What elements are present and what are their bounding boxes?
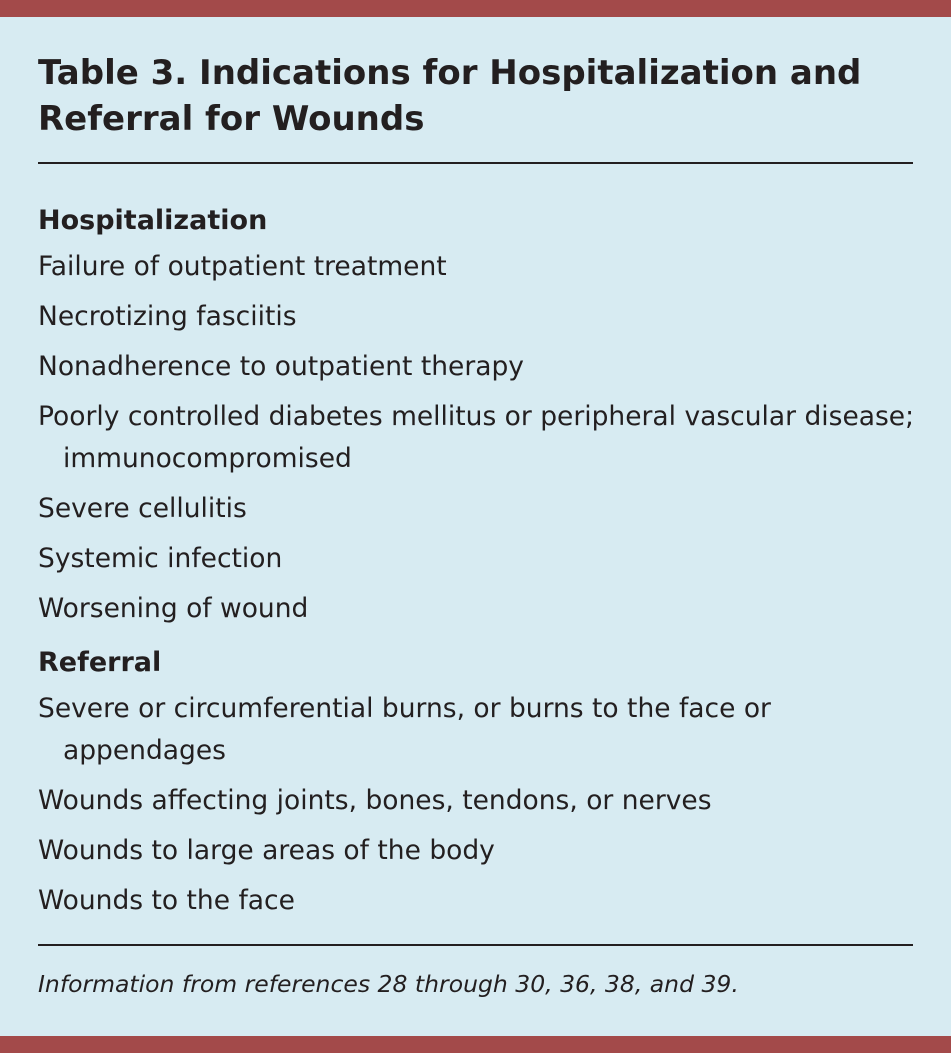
list-item: Nonadherence to outpatient therapy	[38, 351, 524, 382]
list-item: Poorly controlled diabetes mellitus or peripheral vascular disease; immunocompromised	[38, 401, 915, 474]
table-body	[38, 196, 918, 930]
section-heading: Hospitalization	[38, 205, 268, 236]
list-item: Wounds to large areas of the body	[38, 835, 495, 866]
footnote: Information from references 28 through 30, 36, 38, and 39.	[38, 970, 739, 998]
section-hospitalization	[38, 196, 918, 630]
list-item: Worsening of wound	[38, 593, 309, 624]
title-divider	[38, 162, 913, 164]
list-item: Necrotizing fasciitis	[38, 301, 297, 332]
bottom-accent-bar	[0, 1036, 951, 1053]
section-heading: Referral	[38, 647, 162, 678]
list-item: Systemic infection	[38, 543, 283, 574]
section-referral	[38, 638, 918, 922]
list-item: Failure of outpatient treatment	[38, 251, 447, 282]
list-item: Severe or circumferential burns, or burns to the face or appendages	[38, 693, 771, 766]
list-item: Wounds affecting joints, bones, tendons, or nerves	[38, 785, 712, 816]
list-item: Severe cellulitis	[38, 493, 247, 524]
table-title: Table 3. Indications for Hospitalization and Referral for Wounds	[38, 53, 862, 139]
footer-divider	[38, 944, 913, 946]
top-accent-bar	[0, 0, 951, 17]
list-item: Wounds to the face	[38, 885, 295, 916]
